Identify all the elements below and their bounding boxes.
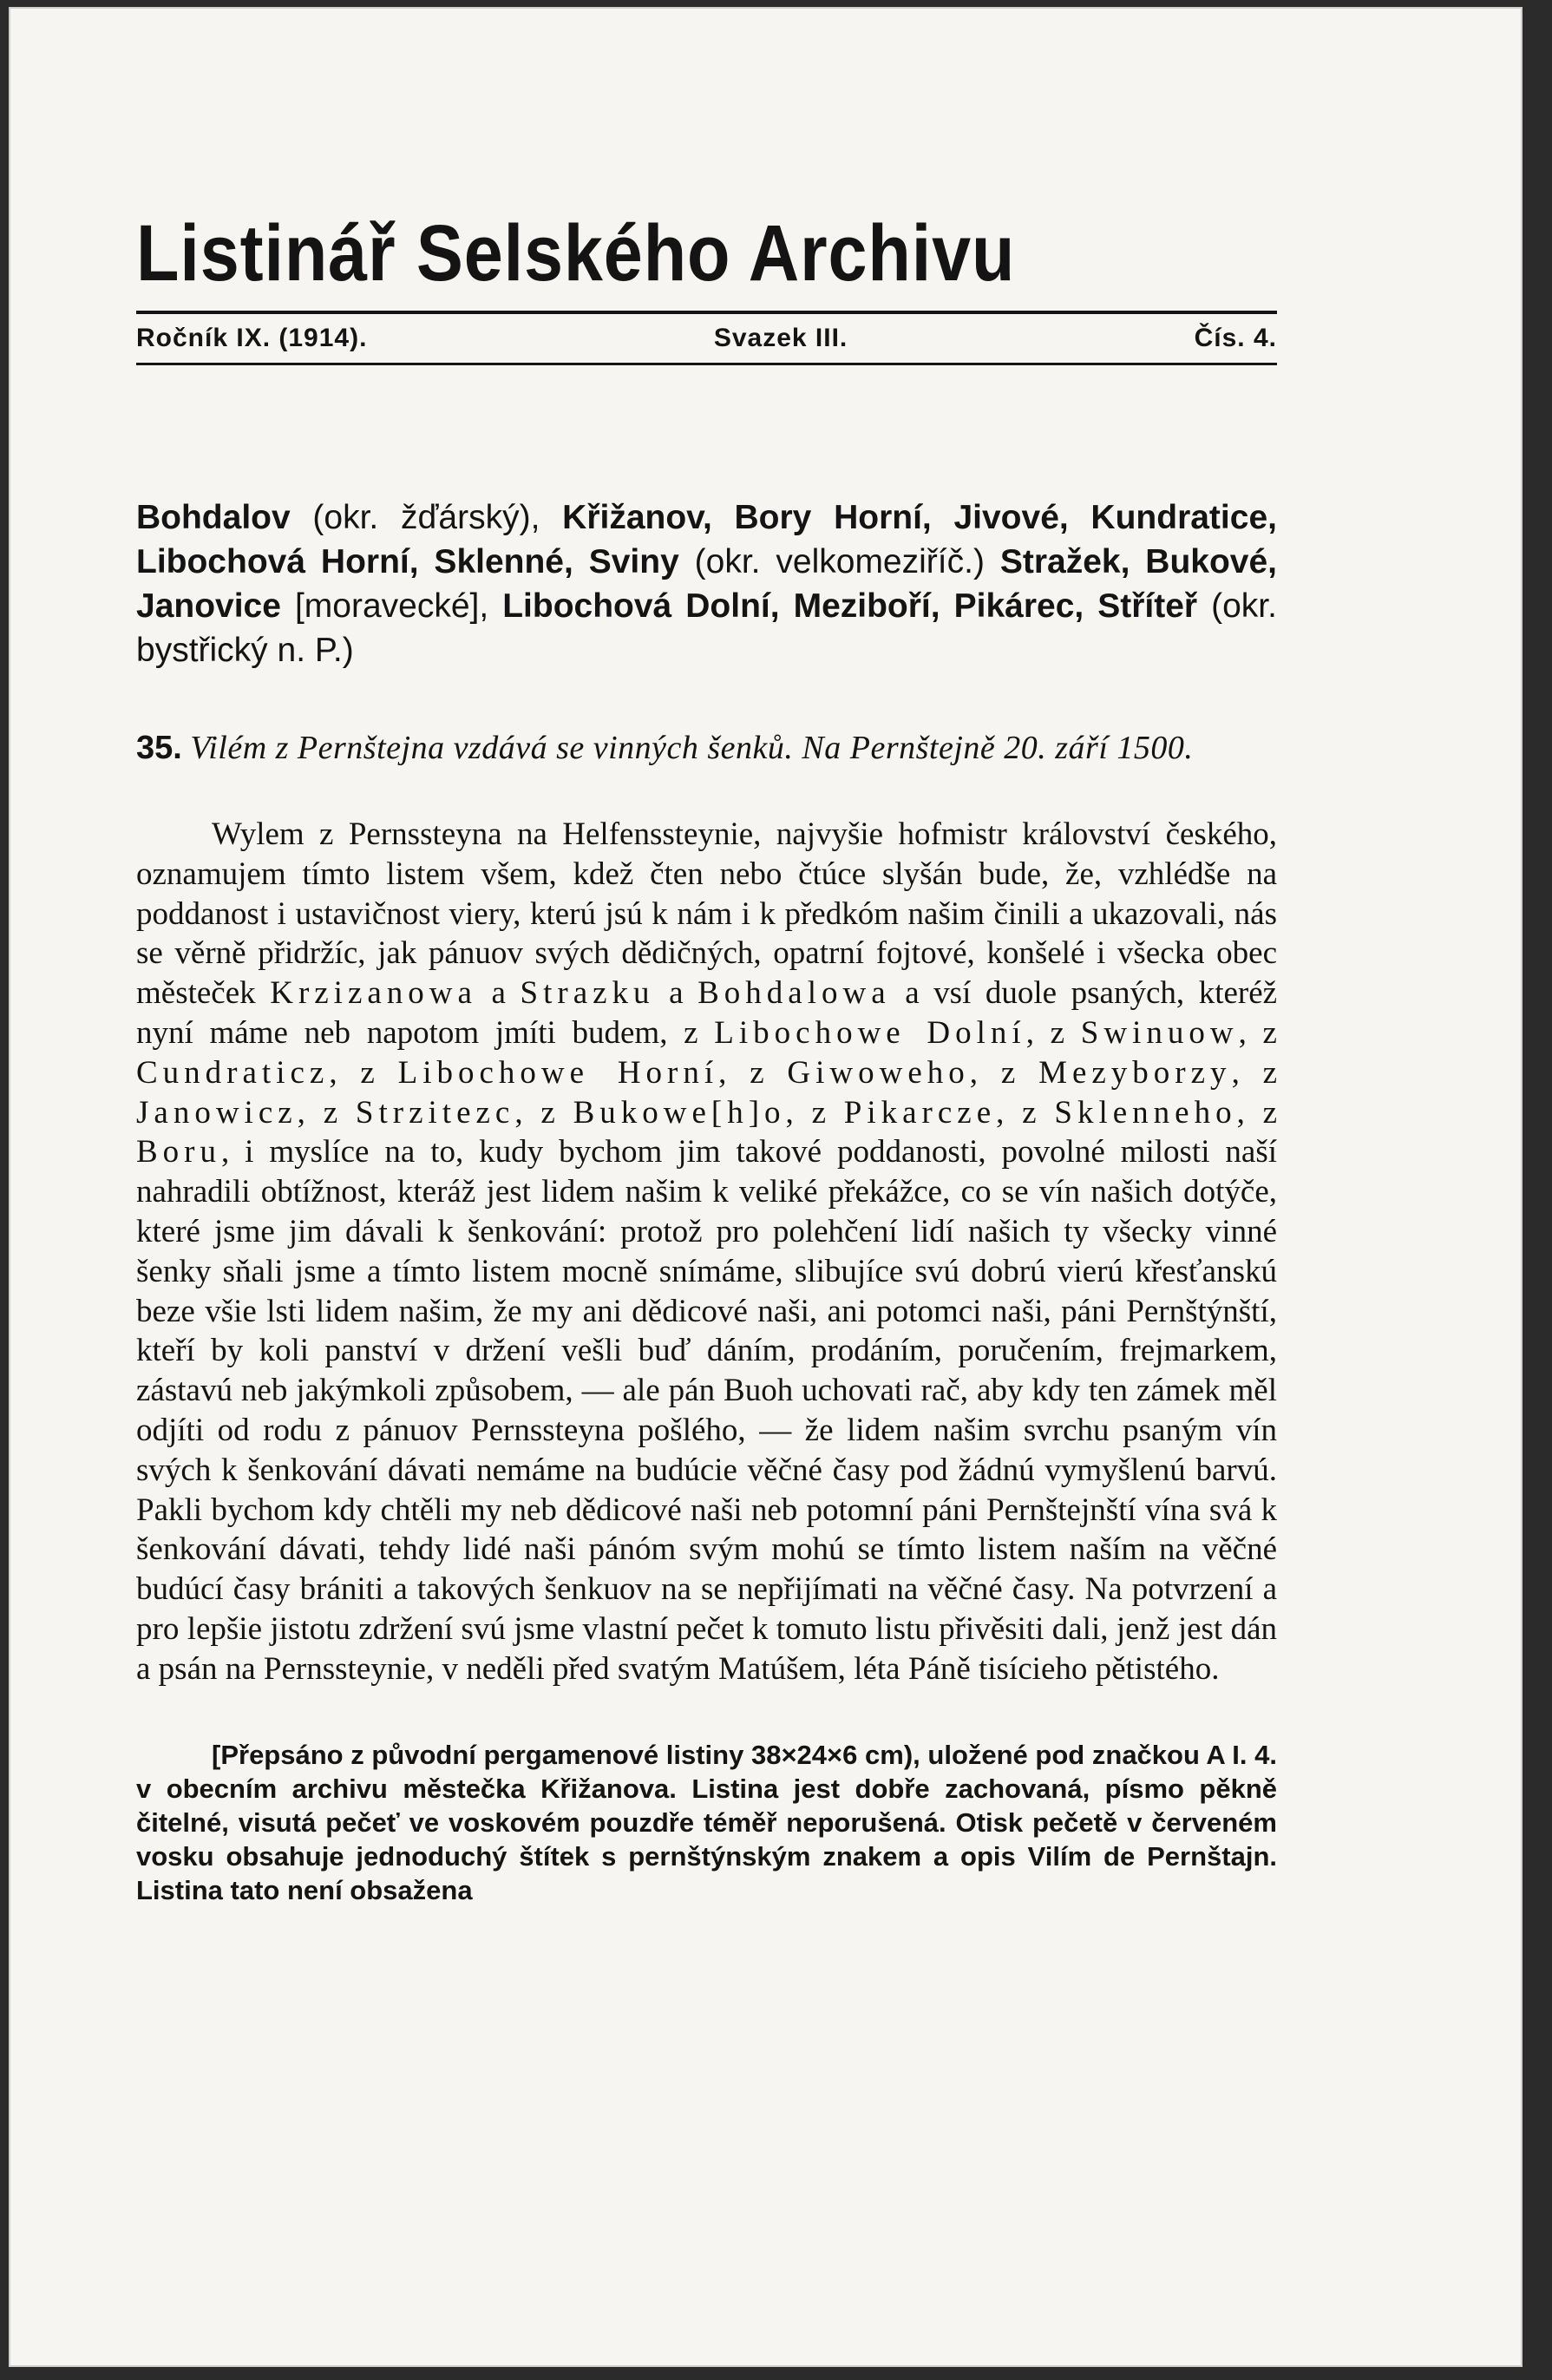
district-1: (okr. žďárský), [312, 499, 540, 536]
body-text-segment: , z [1025, 1014, 1065, 1051]
place-name-spaced: Mezyborzy [1038, 1054, 1232, 1091]
document-body [136, 815, 1277, 1689]
place-group-3-note: [moravecké], [294, 587, 489, 625]
body-text-segment: , z [297, 1094, 338, 1131]
district-2: (okr. velkomeziříč.) [694, 543, 985, 580]
place-name-spaced: Libochowe Dolní [714, 1014, 1026, 1051]
body-text-segment: , z [785, 1094, 826, 1131]
place-group-1: Bohdalov [136, 499, 291, 536]
place-list [136, 495, 1277, 672]
place-name-spaced: Libochowe Horní [397, 1054, 719, 1091]
place-group-2: Křižanov, Bory Horní, Jivové, Kundratice, Libochová Horní, Sklenné, Sviny [136, 499, 1277, 580]
place-name-spaced: Sklenneho [1054, 1094, 1237, 1131]
place-name-spaced: Cundraticz [136, 1054, 330, 1091]
place-name-spaced: Bohdalowa [697, 975, 891, 1012]
page-content [136, 208, 1277, 1934]
body-text-segment: , z [514, 1094, 555, 1131]
body-text-segment: , i myslíce na to, kudy bychom jim takové poddanosti, povolné milosti naší nahradili obtížnost, kteráž jest lidem našim k veliké překážce, co se vín našich dotýče, které jsme jim dávali k šenkování: protož pro polehčení lidí našich ty všecky vinné šenky sňali jsme a tímto listem mocně snímáme, slibujíce svú dobrú vierú křesťanskú beze všie lsti lidem našim, že my ani dědicové naši, ani potomci naši, páni Pernštýnští, kteří by koli panství v držení vešli buď dáním, prodáním, poručením, frejmarkem, zástavú neb jakýmkoli způsobem, — ale pán Buoh uchovati rač, aby kdy ten zámek měl odjíti od rodu z pánuov Pernssteyna pošlého, — že lidem našim svrchu psaným vín svých k šenkování dávati nemáme na budúcie věčné časy pod žádnú vymyšlenú barvú. Pakli bychom kdy chtěli my neb dědicové naši neb potomní páni Pernštejnští vína svá k šenkování dávati, tehdy lidé naši pánóm svým mohú se tímto listem naším na věčné budúcí časy brániti a takových šenkuov na se nepřijímati na věčné časy. Na potvrzení a pro lepšie jistotu zdržení svú jsme vlastní pečet k tomuto listu přivěsiti dali, jenž jest dán a psán na Pernssteynie, v neděli před svatým Matúšem, léta Páně tisícieho pětistého. [136, 1134, 1277, 1687]
body-text-segment: , z [1236, 1094, 1278, 1131]
fascicle: Svazek III. [713, 324, 848, 352]
body-text-segment: Wylem z Pernssteyna na Helfenssteynie, najvyšie hofmistr království českého, oznamujem tímto listem všem, kdež čten nebo čtúce slyšán bude, že, vzhlédše na poddanost i ustavičnost viery, kterú jsú k nám i k předkóm našim činili a ukazovali, nás se věrně přidržíc, jak pánuov svých dědičných, opatrní fojtové, konšelé i všecka obec městeček [136, 816, 1277, 1012]
district-3: (okr. bystřický n. P.) [136, 587, 1277, 669]
body-text-segment: , z [996, 1094, 1037, 1131]
body-text-segment: , z [329, 1054, 375, 1091]
body-text-segment: , z [1231, 1054, 1278, 1091]
page [9, 7, 1523, 2367]
place-group-3b: Libochová Dolní, Meziboří, Pikárec, Stříteř [502, 587, 1198, 625]
place-name-spaced: Bukowe[h]o [573, 1094, 786, 1131]
place-name-spaced: Giwoweho [787, 1054, 970, 1091]
place-name-spaced: Strzitezc [355, 1094, 515, 1131]
year-volume: Ročník IX. (1914). [136, 324, 368, 352]
journal-title: Listinář Selského Archivu [136, 209, 1016, 298]
place-name-spaced: Strazku [520, 975, 655, 1012]
place-name-spaced: Boru [136, 1134, 221, 1170]
body-text-segment: a [491, 975, 506, 1012]
place-name-spaced: Krzizanowa [270, 975, 477, 1012]
document-title: Vilém z Pernštejna vzdává se vinných šenků. Na Pernštejně 20. září 1500. [190, 730, 1194, 766]
place-name-spaced: Janowicz [136, 1094, 298, 1131]
place-name-spaced: Pikarcze [843, 1094, 997, 1131]
body-text-segment: a [669, 975, 684, 1012]
editorial-note: [Přepsáno z původní pergamenové listiny 38×24×6 cm), uložené pod značkou A I. 4. v obecním archivu městečka Křižanova. Listina jest dobře zachovaná, písmo pěkně čitelné, visutá pečeť ve voskovém pouzdře téměř neporušená. Otisk pečetě v červeném vosku obsahuje jednoduchý štítek s pernštýnským znakem a opis Vilím de Pernštajn. Listina tato není obsažena [136, 1739, 1277, 1905]
header-rule-bottom [136, 363, 1277, 365]
issue-number: Čís. 4. [1194, 324, 1277, 352]
body-text-segment: , z [969, 1054, 1016, 1091]
place-group-3: Stražek, Bukové, Janovice [136, 543, 1278, 625]
place-name-spaced: Swinuow [1080, 1014, 1239, 1051]
document-number: 35. [136, 730, 182, 766]
document-heading [136, 728, 1277, 768]
body-text-segment: , z [1238, 1014, 1277, 1051]
body-text-segment: , z [718, 1054, 764, 1091]
body-text-segment: a vsí duole psaných, kteréž nyní máme neb napotom jmíti budem, z [136, 975, 1278, 1051]
issue-line [136, 314, 1277, 363]
